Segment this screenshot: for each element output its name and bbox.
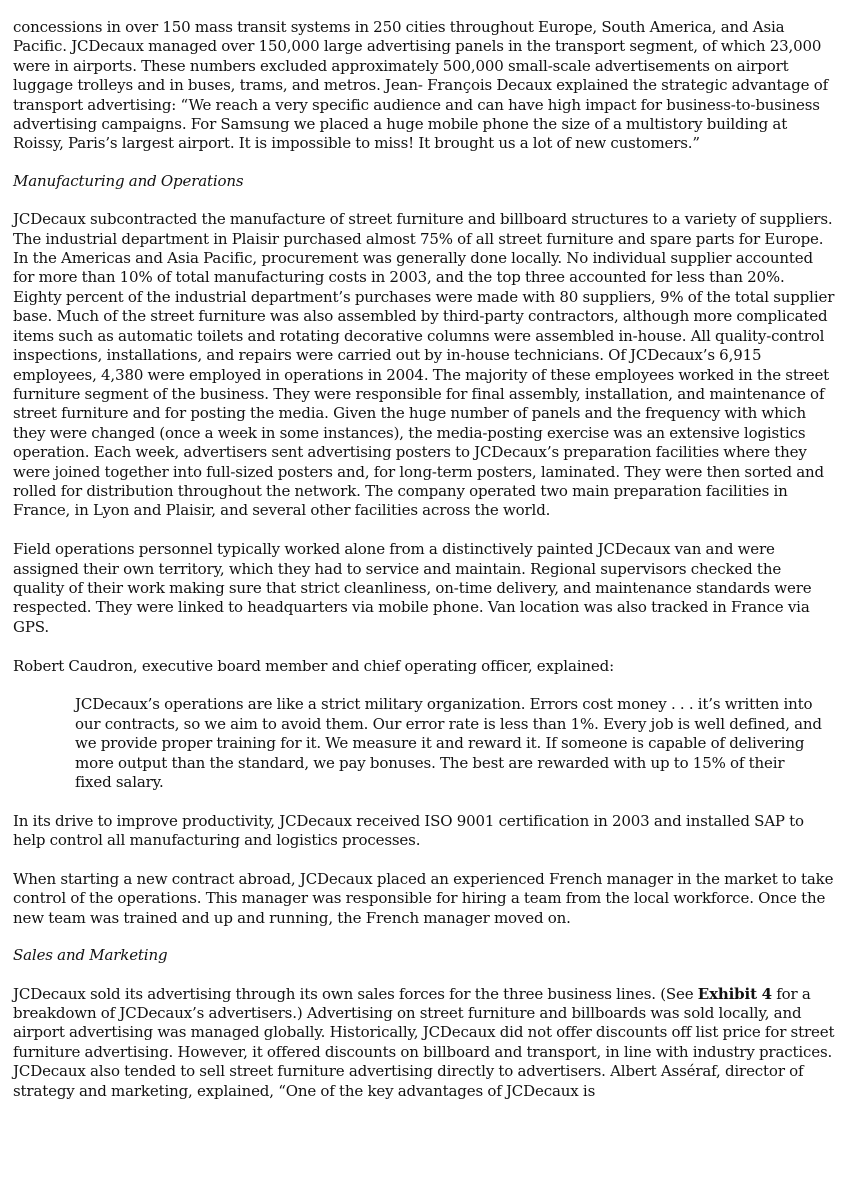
sales-text-before: JCDecaux sold its advertising through its own sales forces for the three business lines. (See xyxy=(13,984,698,1003)
exhibit-reference: Exhibit 4 xyxy=(697,984,772,1003)
paragraph-transport: concessions in over 150 mass transit systems in 250 cities throughout Europe, South America, and Asia Pacific. JCDecaux managed over 150,000 large advertising panels in the transport segment, of which 23,000 were in airports. These numbers excluded approximately 500,000 small-scale advertisements on airport luggage trolleys and in buses, trams, and metros. Jean- François Decaux explained the strategic advantage of transport advertising: “We reach a very specific audience and can have high impact for business-to-business advertising campaigns. For Samsung we placed a huge mobile phone the size of a multistory building at Roissy, Paris’s largest airport. It is impossible to miss! It brought us a lot of new customers.” xyxy=(13,18,828,153)
section-heading-manufacturing: Manufacturing and Operations xyxy=(13,171,244,190)
block-quote: JCDecaux’s operations are like a strict military organization. Errors cost money . . . it’s written into our contracts, so we aim to avoid them. Our error rate is less than 1%. Every job is well defined, and we provide proper training for it. We measure it and reward it. If someone is capable of delivering more output than the standard, we pay bonuses. The best are rewarded with up to 15% of their fixed salary. xyxy=(75,695,822,791)
sales-text-after: for a breakdown of JCDecaux’s advertisers.) Advertising on street furniture and billboards was sold locally, and airport advertising was managed globally. Historically, JCDecaux did not offer discounts off list price for street furniture advertising. However, it offered discounts on billboard and transport, in line with industry practices. JCDecaux also tended to sell street furniture advertising directly to advertisers. Albert Asséraf, director of strategy and marketing, explained, “One of the key advantages of JCDecaux is xyxy=(13,984,835,1100)
paragraph-new-contract: When starting a new contract abroad, JCDecaux placed an experienced French manager in the market to take control of the operations. This manager was responsible for hiring a team from the local workforce. Once the new team was trained and up and running, the French manager moved on. xyxy=(13,869,834,927)
paragraph-field-operations: Field operations personnel typically worked alone from a distinctively painted JCDecaux van and were assigned their own territory, which they had to service and maintain. Regional supervisors checked the quality of their work making sure that strict cleanliness, on-time delivery, and maintenance standards were respected. They were linked to headquarters via mobile phone. Van location was also tracked in France via GPS. xyxy=(13,540,812,636)
paragraph-manufacturing: JCDecaux subcontracted the manufacture of street furniture and billboard structures to a variety of suppliers. The industrial department in Plaisir purchased almost 75% of all street furniture and spare parts for Europe. In the Americas and Asia Pacific, procurement was generally done locally. No individual supplier accounted for more than 10% of total manufacturing costs in 2003, and the top three accounted for less than 20%. Eighty percent of the industrial department’s purchases were made with 80 suppliers, 9% of the total supplier base. Much of the street furniture was also assembled by third-party contractors, although more complicated items such as automatic toilets and rotating decorative columns were assembled in-house. All quality-control inspections, installations, and repairs were carried out by in-house technicians. Of JCDecaux’s 6,915 employees, 4,380 were employed in operations in 2004. The majority of these employees worked in the street furniture segment of the business. They were responsible for final assembly, installation, and maintenance of street furniture and for posting the media. Given the huge number of panels and the frequency with which they were changed (once a week in some instances), the media-posting exercise was an extensive logistics operation. Each week, advertisers sent advertising posters to JCDecaux’s preparation facilities where they were joined together into full-sized posters and, for long-term posters, laminated. They were then sorted and rolled for distribution throughout the network. The company operated two main preparation facilities in France, in Lyon and Plaisir, and several other facilities across the world. xyxy=(13,210,835,520)
paragraph-caudron-intro: Robert Caudron, executive board member and chief operating officer, explained: xyxy=(13,656,614,675)
paragraph-productivity: In its drive to improve productivity, JCDecaux received ISO 9001 certification in 2003 and installed SAP to help control all manufacturing and logistics processes. xyxy=(13,811,804,850)
section-heading-sales: Sales and Marketing xyxy=(13,946,168,965)
paragraph-sales xyxy=(13,985,835,1101)
